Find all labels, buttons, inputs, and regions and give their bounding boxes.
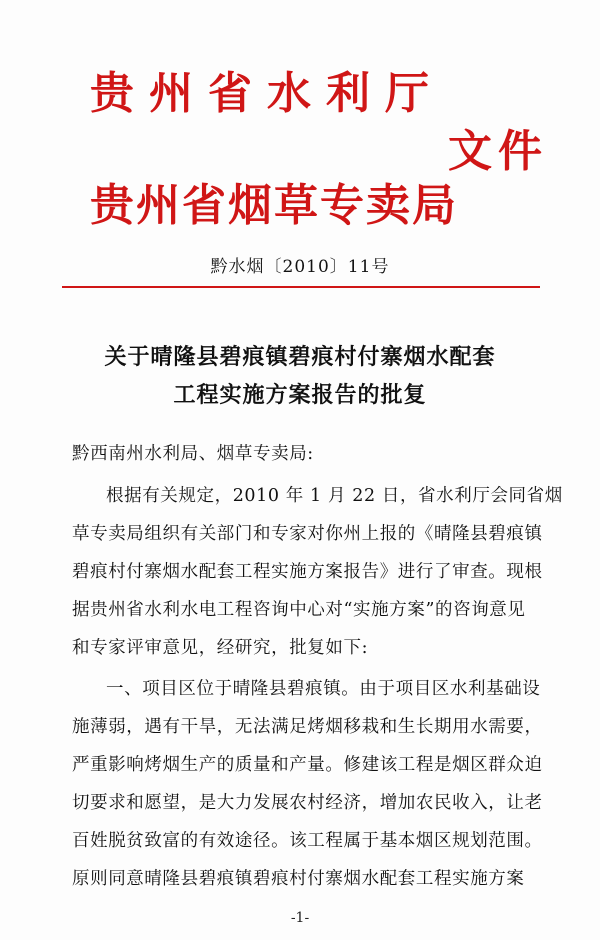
paragraph-1-line-3: 碧痕村付寨烟水配套工程实施方案报告》进行了审查。现根: [72, 562, 543, 582]
issuer-water-department: 贵州省水利厅: [90, 68, 444, 119]
paragraph-2-line-4: 切要求和愿望，是大力发展农村经济，增加农民收入，让老: [72, 793, 543, 813]
paragraph-2-line-3: 严重影响烤烟生产的质量和产量。修建该工程是烟区群众迫: [72, 755, 543, 775]
page-number: -1-: [290, 910, 310, 926]
issuer-tobacco-bureau: 贵州省烟草专卖局: [90, 180, 458, 231]
paragraph-1-line-5: 和专家评审意见，经研究，批复如下:: [72, 638, 369, 658]
addressee: 黔西南州水利局、烟草专卖局:: [72, 444, 314, 464]
paragraph-2-line-1: 一、项目区位于晴隆县碧痕镇。由于项目区水利基础设: [106, 679, 541, 699]
paragraph-1-line-2: 草专卖局组织有关部门和专家对你州上报的《晴隆县碧痕镇: [72, 524, 543, 544]
paragraph-2-line-6: 原则同意晴隆县碧痕镇碧痕村付寨烟水配套工程实施方案: [72, 869, 525, 889]
document-title-line-2: 工程实施方案报告的批复: [173, 383, 427, 408]
document-label: 文件: [448, 126, 548, 177]
paragraph-2-line-2: 施薄弱，遇有干旱，无法满足烤烟移栽和生长期用水需要，: [72, 717, 543, 737]
paragraph-1-line-1: 根据有关规定，2010 年 1 月 22 日，省水利厅会同省烟: [106, 486, 563, 506]
paragraph-2-line-5: 百姓脱贫致富的有效途径。该工程属于基本烟区规划范围。: [72, 831, 543, 851]
document-number: 黔水烟〔2010〕11号: [210, 257, 390, 277]
paragraph-1-line-4: 据贵州省水利水电工程咨询中心对“实施方案”的咨询意见: [72, 600, 526, 620]
document-title-line-1: 关于晴隆县碧痕镇碧痕村付寨烟水配套: [104, 345, 496, 370]
red-divider-rule: [62, 286, 540, 288]
